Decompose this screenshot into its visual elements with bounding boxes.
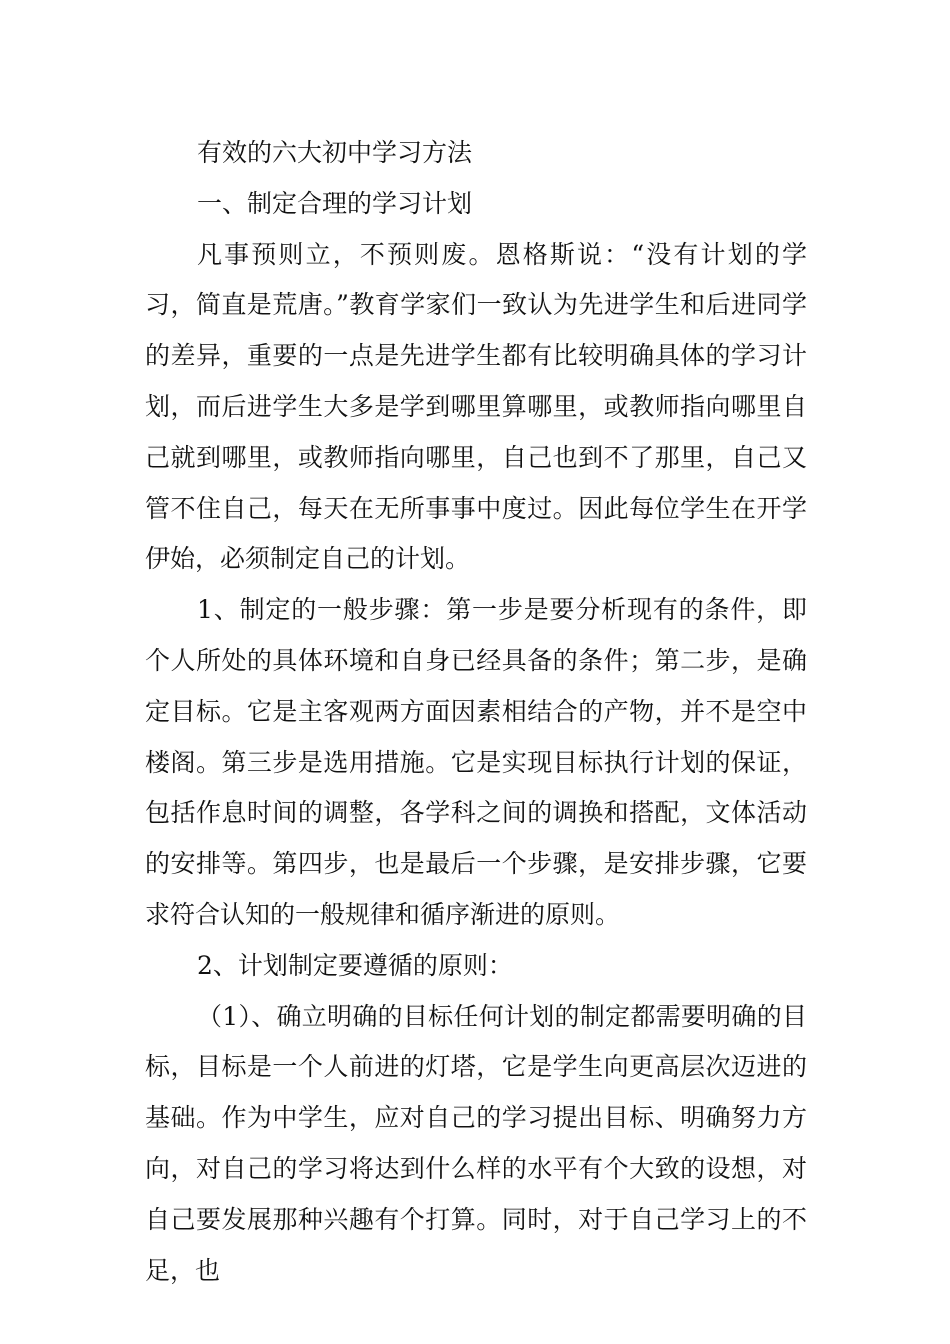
- paragraph: （1）、确立明确的目标任何计划的制定都需要明确的目标，目标是一个人前进的灯塔，它是学生向更高层次迈进的基础。作为中学生，应对自己的学习提出目标、明确努力方向，对自己的学习将达到什么样的水平有个大致的设想，对自己要发展那种兴趣有个打算。同时，对于自己学习上的不足，也: [145, 1001, 807, 1285]
- paragraph: 1、制定的一般步骤：第一步是要分析现有的条件，即个人所处的具体环境和自身已经具备的条件；第二步，是确定目标。它是主客观两方面因素相结合的产物，并不是空中楼阁。第三步是选用措施。它是实现目标执行计划的保证，包括作息时间的调整，各学科之间的调换和搭配，文体活动的安排等。第四步，也是最后一个步骤，是安排步骤，它要求符合认知的一般规律和循序渐进的原则。: [145, 595, 807, 929]
- document-title: 有效的六大初中学习方法: [197, 138, 473, 167]
- paragraph: 凡事预则立，不预则废。恩格斯说：“没有计划的学习，简直是荒唐。”教育学家们一致认为先进学生和后进同学的差异，重要的一点是先进学生都有比较明确具体的学习计划，而后进学生大多是学到哪里算哪里，或教师指向哪里自己就到哪里，或教师指向哪里，自己也到不了那里，自己又管不住自己，每天在无所事事中度过。因此每位学生在开学伊始，必须制定自己的计划。: [145, 239, 807, 574]
- document-body: [145, 128, 807, 1296]
- paragraph: 2、计划制定要遵循的原则：: [197, 950, 513, 980]
- section-heading: 一、制定合理的学习计划: [197, 188, 473, 218]
